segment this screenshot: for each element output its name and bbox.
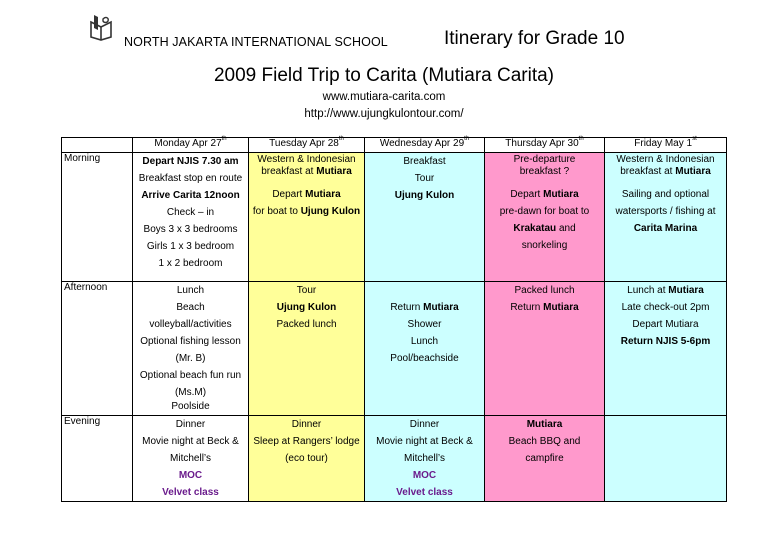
activity: Carita Marina xyxy=(633,223,698,234)
activity: Poolside xyxy=(171,401,210,412)
afternoon-row xyxy=(62,282,727,416)
activity: Return Mutiara xyxy=(510,302,579,313)
activity: Sleep at Rangers’ lodge xyxy=(253,436,360,447)
activity: Breakfast xyxy=(403,156,446,167)
activity: Movie night at Beck & xyxy=(376,436,473,447)
row-label-evening: Evening xyxy=(62,416,133,502)
activity: campfire xyxy=(525,453,564,464)
day-header-row xyxy=(62,138,727,153)
day-header: Thursday Apr 30th xyxy=(485,138,605,153)
cell-monday-morning xyxy=(133,153,249,282)
day-header: Monday Apr 27th xyxy=(133,138,249,153)
morning-row xyxy=(62,153,727,282)
activity xyxy=(365,282,484,299)
activity: (Mr. B) xyxy=(175,353,206,364)
activity: Girls 1 x 3 bedroom xyxy=(146,241,235,252)
activity: Depart Mutiara xyxy=(632,319,699,330)
activity: Mutiara xyxy=(526,419,563,430)
cell-monday-evening xyxy=(133,416,249,502)
activity: Pool/beachside xyxy=(390,353,459,364)
activity: Late check-out 2pm xyxy=(621,302,710,313)
activity: Packed lunch xyxy=(276,319,337,330)
activity: Return Mutiara xyxy=(390,302,459,313)
activity: Optional fishing lesson xyxy=(140,336,241,347)
school-logo xyxy=(88,13,114,41)
activity: Western & Indonesian breakfast at Mutiara xyxy=(257,154,356,177)
cell-tuesday-morning xyxy=(249,153,365,282)
cell-thursday-afternoon xyxy=(485,282,605,416)
activity: (Ms.M) xyxy=(174,387,207,398)
activity: Depart NJIS 7.30 am xyxy=(142,156,239,167)
website-url: www.mutiara-carita.com xyxy=(322,91,446,103)
cell-friday-afternoon xyxy=(605,282,727,416)
activity: Breakfast stop en route xyxy=(138,173,243,184)
cell-tuesday-evening xyxy=(249,416,365,502)
activity: Western & Indonesian breakfast at Mutiara xyxy=(616,154,715,177)
activity: watersports / fishing at xyxy=(615,206,716,217)
grade-title: Itinerary for Grade 10 xyxy=(444,28,625,49)
activity: Velvet class xyxy=(396,487,453,498)
activity: MOC xyxy=(178,470,203,481)
activity: Depart Mutiara xyxy=(510,189,579,200)
activity: Dinner xyxy=(291,419,322,430)
activity: Return NJIS 5-6pm xyxy=(620,336,711,347)
tour-url: http://www.ujungkulontour.com/ xyxy=(304,108,464,120)
activity: Packed lunch xyxy=(514,285,575,296)
cell-wednesday-morning xyxy=(365,153,485,282)
activity: Check – in xyxy=(166,207,215,218)
evening-row xyxy=(62,416,727,502)
school-name: NORTH JAKARTA INTERNATIONAL SCHOOL xyxy=(124,35,388,49)
activity: Dinner xyxy=(175,419,206,430)
activity: Boys 3 x 3 bedrooms xyxy=(143,224,238,235)
activity: Tour xyxy=(414,173,435,184)
day-header: Tuesday Apr 28th xyxy=(249,138,365,153)
activity: Dinner xyxy=(409,419,440,430)
cell-wednesday-evening xyxy=(365,416,485,502)
activity: Shower xyxy=(407,319,442,330)
activity: Lunch xyxy=(410,336,439,347)
activity: Movie night at Beck & xyxy=(142,436,239,447)
activity: Beach BBQ and xyxy=(508,436,581,447)
activity: (eco tour) xyxy=(285,453,328,464)
activity: Velvet class xyxy=(162,487,219,498)
activity: for boat to Ujung Kulon xyxy=(252,206,361,217)
activity: 1 x 2 bedroom xyxy=(158,258,223,269)
cell-tuesday-afternoon xyxy=(249,282,365,416)
activity: Depart Mutiara xyxy=(272,189,341,200)
activity: Pre-departure breakfast ? xyxy=(513,154,576,177)
row-label-afternoon: Afternoon xyxy=(62,282,133,416)
activity: Tour xyxy=(296,285,317,296)
activity: volleyball/activities xyxy=(149,319,232,330)
cell-friday-morning xyxy=(605,153,727,282)
activity: Lunch xyxy=(176,285,205,296)
activity: pre-dawn for boat to xyxy=(499,206,590,217)
day-header: Friday May 1st xyxy=(605,138,727,153)
activity: Lunch at Mutiara xyxy=(627,285,704,296)
cell-friday-evening xyxy=(605,416,727,502)
corner-cell xyxy=(62,138,133,153)
activity: Arrive Carita 12noon xyxy=(141,190,240,201)
activity: Beach xyxy=(176,302,205,313)
activity: Optional beach fun run xyxy=(139,370,242,381)
cell-wednesday-afternoon xyxy=(365,282,485,416)
cell-thursday-morning xyxy=(485,153,605,282)
activity: Ujung Kulon xyxy=(276,302,337,313)
activity: MOC xyxy=(412,470,437,481)
activity: Krakatau and xyxy=(513,223,576,234)
itinerary-table xyxy=(61,137,727,502)
cell-thursday-evening xyxy=(485,416,605,502)
row-label-morning: Morning xyxy=(62,153,133,282)
activity: Sailing and optional xyxy=(621,189,710,200)
cell-monday-afternoon xyxy=(133,282,249,416)
activity: Mitchell’s xyxy=(170,453,211,464)
activity: snorkeling xyxy=(521,240,568,251)
activity: Mitchell’s xyxy=(404,453,445,464)
trip-title: 2009 Field Trip to Carita (Mutiara Carita) xyxy=(213,65,554,86)
day-header: Wednesday Apr 29th xyxy=(365,138,485,153)
activity: Ujung Kulon xyxy=(394,190,455,201)
